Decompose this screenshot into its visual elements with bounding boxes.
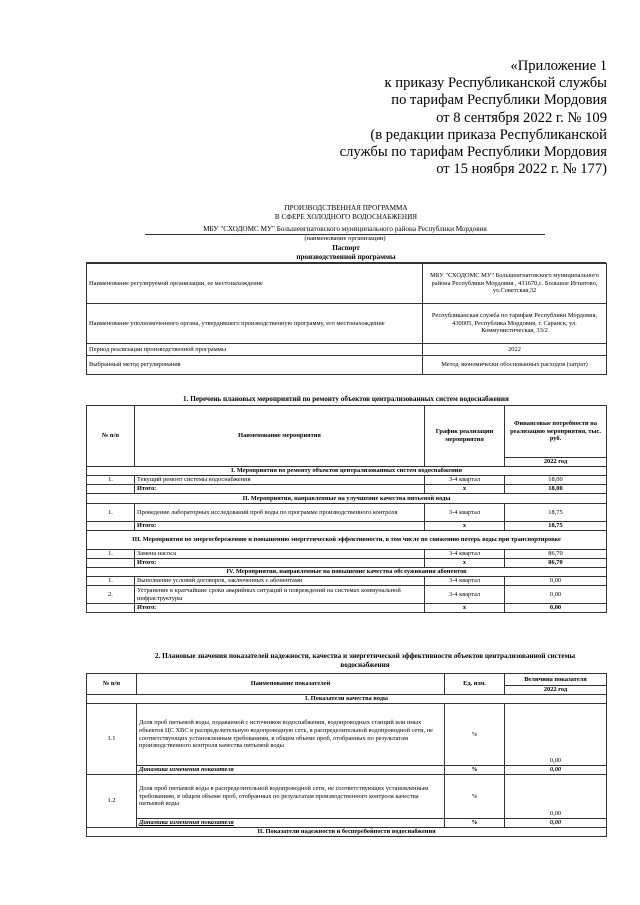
passport-title-line: Паспорт (332, 244, 360, 252)
row-name: Замена насоса (135, 550, 425, 559)
row-name: Текущий ремонт системы водоснабжения (135, 476, 425, 485)
row-num: 1. (87, 476, 135, 485)
row-name: Выполнение условий договоров, заключенных с абонентами (135, 577, 425, 586)
total-row (87, 604, 607, 613)
passport-label: Период реализации производственной программы (87, 344, 423, 356)
table-header-row (87, 674, 607, 686)
row-schedule: 3-4 квартал (425, 476, 505, 485)
organization-caption: (наименование организации) (304, 235, 386, 242)
row-unit: % (445, 775, 505, 819)
row-schedule: 3-4 квартал (425, 586, 505, 604)
row-value: 0,00 (505, 577, 607, 586)
dynamics-value: 0,00 (505, 819, 607, 828)
table-row (87, 586, 607, 604)
header-line: по тарифам Республики Мордовия (391, 92, 607, 109)
col-header-num: № п/п (87, 406, 135, 467)
row-num (87, 522, 135, 531)
row-num: 1. (87, 550, 135, 559)
col-header-unit: Ед. изм. (445, 674, 505, 695)
row-schedule: 3-4 квартал (425, 504, 505, 522)
table-header-row (87, 406, 607, 458)
table-row (87, 504, 607, 522)
passport-title-line: производственной программы (86, 253, 606, 263)
passport-value: Метод экономически обоснованных расходов (затрат) (423, 356, 607, 375)
row-unit: % (445, 704, 505, 766)
header-line: «Приложение 1 (510, 58, 607, 74)
row-value: 86,70 (505, 559, 607, 568)
dynamics-value: 0,00 (505, 766, 607, 775)
passport-label: Выбранный метод регулирования (87, 356, 423, 375)
header-line: службы по тарифам Республики Мордовия (339, 144, 607, 161)
group-title: III. Мероприятия по энергосбережению и повышению энергетической эффективности, в том числе по снижению потерь воды при транспортировке (87, 531, 607, 550)
passport-value: Республиканская служба по тарифам Республики Мордовия, 430005, Республика Мордовия, г. Саранск, ул. Коммунистическая, 33/2 (423, 304, 607, 344)
row-value: 18,00 (505, 476, 607, 485)
dynamics-unit: % (445, 766, 505, 775)
row-num: 1.1 (87, 704, 137, 775)
col-header-finance: Финансовые потребности на реализацию мероприятия, тыс. руб. (505, 406, 607, 458)
row-name: Доля проб питьевой воды, подаваемой с источников водоснабжения, водопроводных станций или иных объектов ЦС ХВС в распределительную водопроводную сеть, в распределительной водопроводной сети, не соответствующих установленным требованиям, в общем объеме проб, отобранных по результатам производственного контроля качества питьевой воды (137, 704, 445, 766)
total-row (87, 559, 607, 568)
row-value: 18,75 (505, 522, 607, 531)
group-title: II. Мероприятия, направленные на улучшение качества питьевой воды (87, 494, 607, 504)
row-num: 1. (87, 577, 135, 586)
program-title-line: ПРОИЗВОДСТВЕННАЯ ПРОГРАММА (284, 204, 408, 212)
header-line: к приказу Республиканской службы (384, 75, 607, 92)
passport-row (87, 264, 607, 304)
header-line: от 15 ноября 2022 г. № 177) (436, 161, 607, 178)
row-schedule: 3-4 квартал (425, 577, 505, 586)
col-header-year: 2022 год (505, 686, 607, 695)
group-title: II. Показатели надежности и бесперебойности водоснабжения (87, 828, 607, 837)
table-row (87, 550, 607, 559)
dynamics-unit: % (445, 819, 505, 828)
row-name: Итого: (135, 559, 425, 568)
row-value: 86,70 (505, 550, 607, 559)
row-value: 18,00 (505, 485, 607, 494)
passport-table (86, 263, 607, 375)
row-value: 18,75 (505, 504, 607, 522)
row-schedule: х (425, 522, 505, 531)
row-value: 0,00 (505, 775, 607, 819)
row-name: Проведение лабораторных исследований проб воды по программе производственного контроля (135, 504, 425, 522)
total-row (87, 522, 607, 531)
row-num: 2. (87, 586, 135, 604)
col-header-num: № п/п (87, 674, 137, 695)
group-title-row (87, 828, 607, 837)
dynamics-row (87, 819, 607, 828)
header-line: (в редакции приказа Республиканской (370, 126, 607, 143)
table-row (87, 476, 607, 485)
passport-row (87, 344, 607, 356)
organization-name (145, 225, 545, 243)
indicators-table (86, 673, 607, 837)
group-title: I. Показатели качества воды (87, 695, 607, 704)
row-name: Итого: (135, 485, 425, 494)
row-num (87, 485, 135, 494)
row-value: 0,00 (505, 704, 607, 766)
passport-label: Наименование регулируемой организации, ее местонахождение (87, 264, 423, 304)
row-num (87, 559, 135, 568)
row-schedule: х (425, 485, 505, 494)
col-header-value: Величина показателя (505, 674, 607, 686)
total-row (87, 485, 607, 494)
section1-title: 1. Перечень плановых мероприятий по ремонту объектов централизованных систем водоснабжения (183, 395, 509, 403)
dynamics-label: Динамика изменения показателя (137, 766, 445, 775)
col-header-name: Наименование показателей (137, 674, 445, 695)
group-title-row (87, 568, 607, 577)
organization-name-text: МБУ "СХОДОМС МУ" Большеигнатовского муниципального района Республики Мордовия (145, 225, 545, 235)
group-title-row (87, 695, 607, 704)
group-title: I. Мероприятия по ремонту объектов централизованных систем водоснабжения (87, 467, 607, 476)
row-value: 0,00 (505, 586, 607, 604)
row-num: 1. (87, 504, 135, 522)
passport-row (87, 356, 607, 375)
passport-value: МБУ "СХОДОМС МУ" Большеигнатовского муниципального района Республики Мордовия , 431670,с. Большое Игнатово, ул.Советская,32 (423, 264, 607, 304)
row-name: Итого: (135, 522, 425, 531)
passport-row (87, 304, 607, 344)
row-num (87, 604, 135, 613)
dynamics-row (87, 766, 607, 775)
group-title-row (87, 467, 607, 476)
program-title (86, 204, 606, 222)
group-title-row (87, 531, 607, 550)
header-line: от 8 сентября 2022 г. № 109 (436, 109, 607, 126)
section2-title: 2. Плановые значения показателей надежности, качества и энергетической эффективности объектов централизованной системы водоснабжения (154, 652, 576, 669)
group-title: IV. Мероприятия, направленные на повышение качества обслуживания абонентов (87, 568, 607, 577)
col-header-schedule: График реализации мероприятия (425, 406, 505, 467)
row-schedule: 3-4 квартал (425, 550, 505, 559)
passport-title (86, 244, 606, 263)
table-row (87, 775, 607, 819)
passport-value: 2022 (423, 344, 607, 356)
passport-label: Наименование уполномоченного органа, утвердившего производственную программу, его местонахождение (87, 304, 423, 344)
row-schedule: х (425, 604, 505, 613)
row-schedule: х (425, 559, 505, 568)
row-name: Устранение в кратчайшие сроки аварийных ситуаций и повреждений на системах коммунальной инфраструктуры (135, 586, 425, 604)
group-title-row (87, 494, 607, 504)
col-header-year: 2022 год (505, 458, 607, 467)
table-row (87, 577, 607, 586)
measures-table (86, 405, 607, 613)
row-value: 0,00 (505, 604, 607, 613)
col-header-name: Наименование мероприятия (135, 406, 425, 467)
row-name: Итого: (135, 604, 425, 613)
appendix-header (307, 58, 607, 178)
dynamics-label: Динамика изменения показателя (137, 819, 445, 828)
table-row (87, 704, 607, 766)
row-name: Доля проб питьевой воды в распределительной водопроводной сети, не соответствующих установленным требованиям, в общем объеме проб, отобранных по результатам производственного контроля качества питьевой воды (137, 775, 445, 819)
row-num: 1.2 (87, 775, 137, 828)
program-title-line: В СФЕРЕ ХОЛОДНОГО ВОДОСНАБЖЕНИЯ (274, 213, 418, 221)
